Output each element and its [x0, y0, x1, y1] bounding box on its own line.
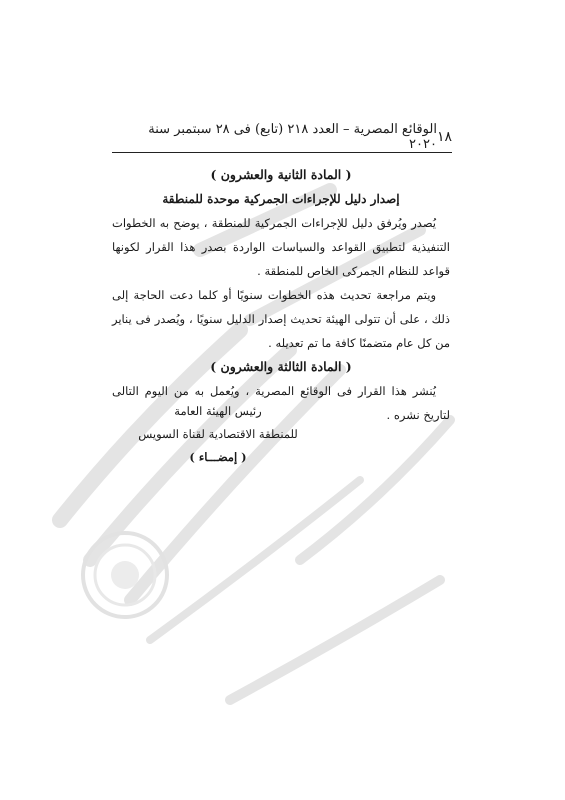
running-title: الوقائع المصرية – العدد ٢١٨ (تابع) فى ٢٨ سبتمبر سنة ٢٠٢٠	[148, 122, 437, 152]
signatory-authority: للمنطقة الاقتصادية لقناة السويس	[138, 427, 298, 441]
page-number: ١٨	[436, 129, 452, 145]
article-22-paragraph-1: يُصدر ويُرفق دليل للإجراءات الجمركية للمنطقة ، يوضح به الخطوات التنفيذية لتطبيق القواعد والسياسات الواردة بصدر هذا القرار لكونها قواعد للنظام الجمركى الخاص للمنطقة .	[112, 216, 450, 278]
article-22-subtitle: إصدار دليل للإجراءات الجمركية موحدة للمنطقة	[162, 192, 400, 206]
signature-block	[133, 400, 303, 469]
page-header	[142, 122, 452, 152]
article-22-title: ( المادة الثانية والعشرون )	[210, 167, 352, 182]
article-23-title: ( المادة الثالثة والعشرون )	[210, 359, 352, 374]
article-22-paragraph-2: ويتم مراجعة تحديث هذه الخطوات سنويًا أو كلما دعت الحاجة إلى ذلك ، على أن تتولى الهيئة تحديث إصدار الدليل سنويًا ، ويُصدر فى يناير من كل عام متضمنًا كافة ما تم تعديله .	[112, 288, 450, 350]
article-23-paragraph-1: يُنشر هذا القرار فى الوقائع المصرية ، ويُعمل به من اليوم التالى لتاريخ نشره .	[112, 384, 450, 422]
header-divider	[112, 152, 452, 153]
signature-mark: ( إمضـــاء )	[189, 450, 247, 464]
signatory-title: رئيس الهيئة العامة	[174, 404, 262, 418]
document-body	[112, 163, 450, 427]
